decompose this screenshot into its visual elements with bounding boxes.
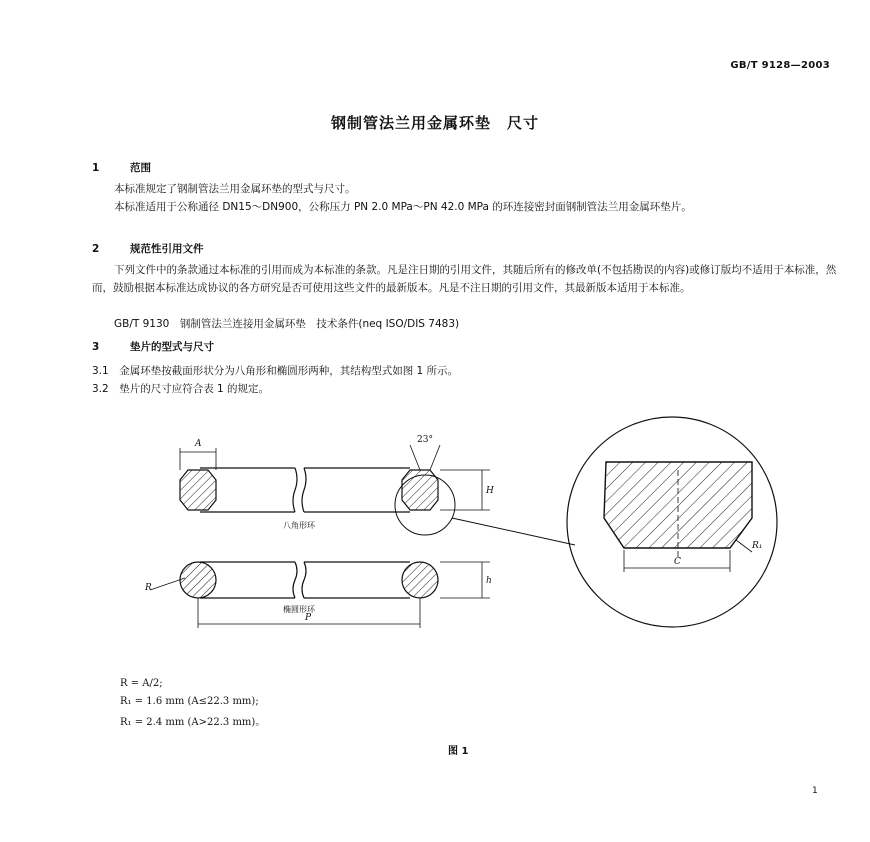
radius-label-R: R [145,583,152,593]
page-title: 钢制管法兰用金属环垫 尺寸 [330,114,539,132]
section-number: 3 [92,341,100,353]
paragraph: 本标准规定了钢制管法兰用金属环垫的型式与尺寸。 [114,183,356,195]
dimension-label-H: H [486,486,494,496]
figure-note: R = A/2; [120,678,163,689]
oval-ring-label: 椭圆形环 [283,605,315,614]
radius-label-R1: R₁ [752,541,763,551]
dimension-label-C: C [674,557,681,567]
figure-note: R₁ = 1.6 mm (A≤22.3 mm); [120,696,259,707]
section-title: 垫片的型式与尺寸 [130,341,214,353]
paragraph: 3.2 垫片的尺寸应符合表 1 的规定。 [92,383,270,395]
dimension-label-A: A [195,439,202,449]
angle-label: 23° [417,435,433,445]
section-heading-2 [92,241,204,256]
section-heading-3 [92,339,214,354]
dimension-label-P: P [305,613,312,623]
octagonal-ring-label: 八角形环 [283,521,315,530]
section-title: 范围 [130,162,151,174]
section-title: 规范性引用文件 [130,243,204,255]
paragraph: 3.1 金属环垫按截面形状分为八角形和椭圆形两种，其结构型式如图 1 所示。 [92,365,459,377]
figure-note: R₁ = 2.4 mm (A>22.3 mm)。 [120,717,266,728]
paragraph: GB/T 9130 钢制管法兰连接用金属环垫 技术条件(neq ISO/DIS 7483) [114,318,460,330]
section-heading-1 [92,160,151,175]
standard-code: GB/T 9128—2003 [730,60,830,71]
paragraph: 本标准适用于公称通径 DN15～DN900，公称压力 PN 2.0 MPa～PN 42.0 MPa 的环连接密封面钢制管法兰用金属环垫片。 [114,201,692,213]
dimension-label-h: h [486,576,492,586]
paragraph: 下列文件中的条款通过本标准的引用而成为本标准的条款。凡是注日期的引用文件，其随后所有的修改单(不包括勘误的内容)或修订版均不适用于本标准，然而，鼓励根据本标准达成协议的各方研究是否可使用这些文件的最新版本。凡是不注日期的引用文件，其最新版本适用于本标准。 [92,264,837,294]
section-number: 1 [92,162,100,174]
section-number: 2 [92,243,100,255]
figure-caption: 图 1 [448,746,469,757]
page-number: 1 [812,786,818,796]
